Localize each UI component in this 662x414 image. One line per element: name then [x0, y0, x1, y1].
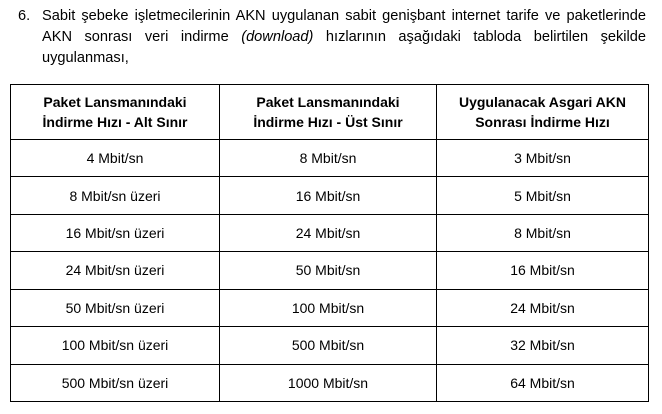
table-cell: 8 Mbit/sn üzeri: [11, 177, 220, 214]
table-cell: 50 Mbit/sn: [220, 252, 437, 289]
paragraph-line-1: Sabit şebeke işletmecilerinin AKN uygulanan sabit genişbant internet tarife ve paketlerinde: [42, 8, 646, 24]
table-row: [11, 177, 649, 214]
speed-table: [10, 84, 649, 402]
paragraph-line-2-pre: AKN sonrası veri indirme: [42, 29, 229, 45]
table-cell: 500 Mbit/sn üzeri: [11, 364, 220, 401]
table-cell: 50 Mbit/sn üzeri: [11, 289, 220, 326]
table-cell: 1000 Mbit/sn: [220, 364, 437, 401]
header-lower-limit: [11, 85, 220, 140]
table-cell: 24 Mbit/sn: [220, 214, 437, 251]
header-minimum-speed-line2: Sonrası İndirme Hızı: [475, 114, 610, 130]
table-cell: 64 Mbit/sn: [437, 364, 649, 401]
header-upper-limit: [220, 85, 437, 140]
table-header-row: [11, 85, 649, 140]
table-cell: 16 Mbit/sn: [437, 252, 649, 289]
table-cell: 24 Mbit/sn: [437, 289, 649, 326]
table-cell: 4 Mbit/sn: [11, 140, 220, 177]
table-cell: 100 Mbit/sn: [220, 289, 437, 326]
table-cell: 32 Mbit/sn: [437, 327, 649, 364]
paragraph-line-2: [42, 27, 646, 48]
paragraph-line-2-post: hızlarının aşağıdaki tabloda belirtilen şekilde: [325, 29, 647, 45]
table-row: [11, 289, 649, 326]
paragraph-italic-term: (download): [241, 29, 314, 45]
item-number: 6.: [18, 8, 31, 24]
header-minimum-speed-line1: Uygulanacak Asgari AKN: [458, 94, 626, 110]
table-cell: 3 Mbit/sn: [437, 140, 649, 177]
table-row: [11, 214, 649, 251]
table-row: [11, 140, 649, 177]
table-row: [11, 327, 649, 364]
header-minimum-speed: [437, 85, 649, 140]
table-cell: 8 Mbit/sn: [220, 140, 437, 177]
header-lower-limit-line2: İndirme Hızı - Alt Sınır: [42, 114, 188, 130]
paragraph-line-3: uygulanması,: [42, 50, 129, 66]
table-cell: 500 Mbit/sn: [220, 327, 437, 364]
table-cell: 5 Mbit/sn: [437, 177, 649, 214]
table-cell: 24 Mbit/sn üzeri: [11, 252, 220, 289]
table-cell: 16 Mbit/sn: [220, 177, 437, 214]
table-row: [11, 252, 649, 289]
table-cell: 8 Mbit/sn: [437, 214, 649, 251]
header-upper-limit-line2: İndirme Hızı - Üst Sınır: [253, 114, 403, 130]
item-paragraph: [18, 6, 646, 69]
header-upper-limit-line1: Paket Lansmanındaki: [256, 94, 400, 110]
table-cell: 100 Mbit/sn üzeri: [11, 327, 220, 364]
paragraph-body: [42, 6, 646, 69]
table-row: [11, 364, 649, 401]
header-lower-limit-line1: Paket Lansmanındaki: [43, 94, 187, 110]
table-cell: 16 Mbit/sn üzeri: [11, 214, 220, 251]
